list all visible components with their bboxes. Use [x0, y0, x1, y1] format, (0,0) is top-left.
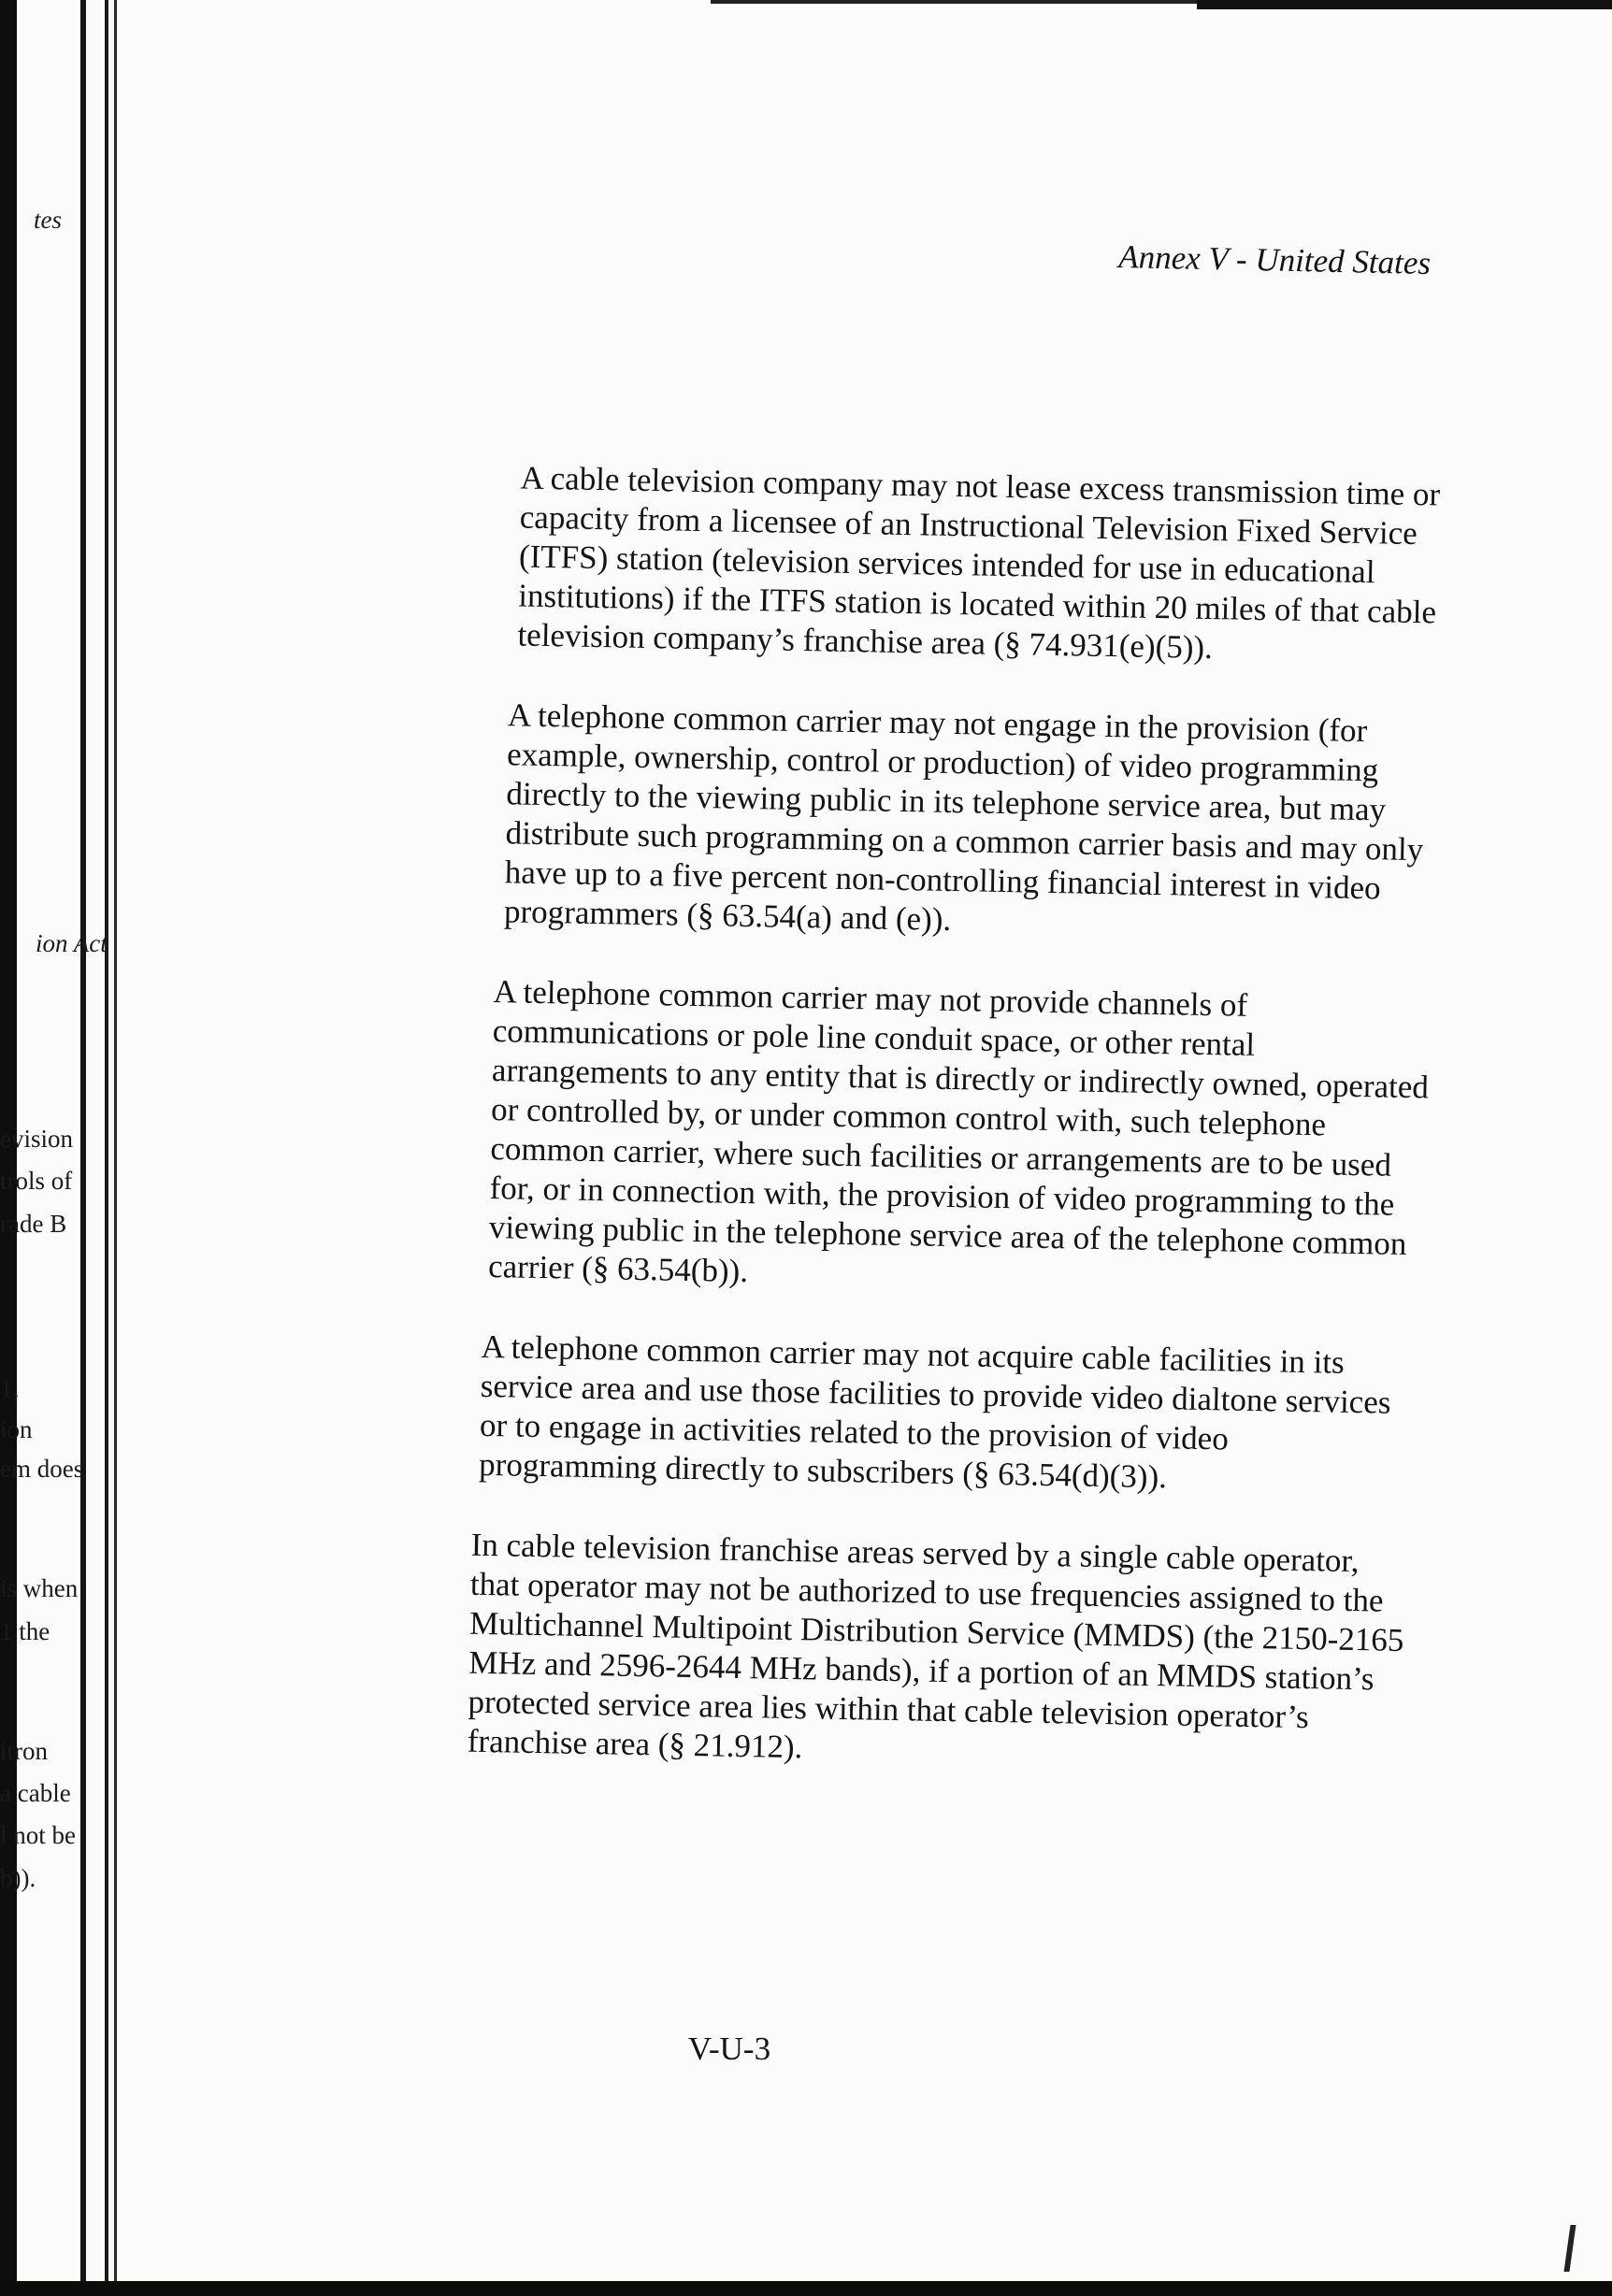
margin-fragment: itron [0, 1737, 48, 1765]
margin-fragment: is when [0, 1574, 79, 1602]
page-number: V-U-3 [687, 2031, 771, 2067]
binding-shadow-line [105, 0, 108, 2296]
margin-fragment: b)). [0, 1864, 36, 1892]
scan-edge-top [1197, 0, 1612, 9]
margin-fragment: ion [0, 1415, 33, 1443]
margin-fragment: em does [0, 1455, 84, 1483]
margin-fragment: tes [34, 206, 62, 234]
margin-fragment: 1 the [0, 1617, 50, 1645]
paragraph: A cable television company may not lease excess transmission time or capacity from a licensee of an Instructional Television Fixed Service (ITFS) station (television services intended for use in educational institutions) if the ITFS station is located within 20 miles of that cable television company’s franchise area (§ 74.931(e)(5)). [517, 459, 1441, 667]
binding-shadow-line [80, 0, 86, 2296]
margin-fragment: 1, [0, 1374, 20, 1402]
body-text [467, 458, 1459, 1820]
scan-edge-bottom [0, 2281, 1612, 2296]
binding-shadow-line [114, 0, 117, 2296]
scan-mark [1563, 2225, 1576, 2272]
paragraph: A telephone common carrier may not engage in the provision (for example, ownership, control or production) of video programming directly to the viewing public in its telephone service area, but may distribute such programming on a common carrier basis and may only have up to a five percent non-controlling financial interest in video programmers (§ 63.54(a) and (e)). [503, 696, 1424, 939]
paragraph: A telephone common carrier may not provide channels of communications or pole line conduit space, or other rental arrangements to any entity that is directly or indirectly owned, operated or controlled by, or under common control with, such telephone common carrier, where such facilities or arrangements are to be used for, or in connection with, the provision of video programming to the viewing public in the telephone service area of the telephone common carrier (§ 63.54(b)). [487, 973, 1430, 1290]
margin-fragment: evision [0, 1125, 73, 1153]
margin-fragment: rade B [0, 1210, 67, 1238]
margin-fragment: ion Act [36, 929, 108, 957]
paragraph: A telephone common carrier may not acquire cable facilities in its service area and use those facilities to provide video dialtone services or to engage in activities related to the provision of video programming directly to subscribers (§ 63.54(d)(3)). [478, 1327, 1391, 1496]
running-head: Annex V - United States [1117, 238, 1432, 281]
margin-fragment: trols of [0, 1167, 73, 1195]
paragraph: In cable television franchise areas served by a single cable operator, that operator may not be authorized to use frequencies assigned to the Multichannel Multipoint Distribution Service (MMDS) (the 2150-2165 MHz and 2596-2644 MHz bands), if a portion of an MMDS station’s protected service area lies within that cable television operator’s franchise area (§ 21.912). [467, 1526, 1404, 1766]
scan-edge-top [711, 0, 1197, 4]
margin-fragment: l not be [0, 1821, 76, 1849]
margin-fragment: a cable [0, 1779, 71, 1807]
